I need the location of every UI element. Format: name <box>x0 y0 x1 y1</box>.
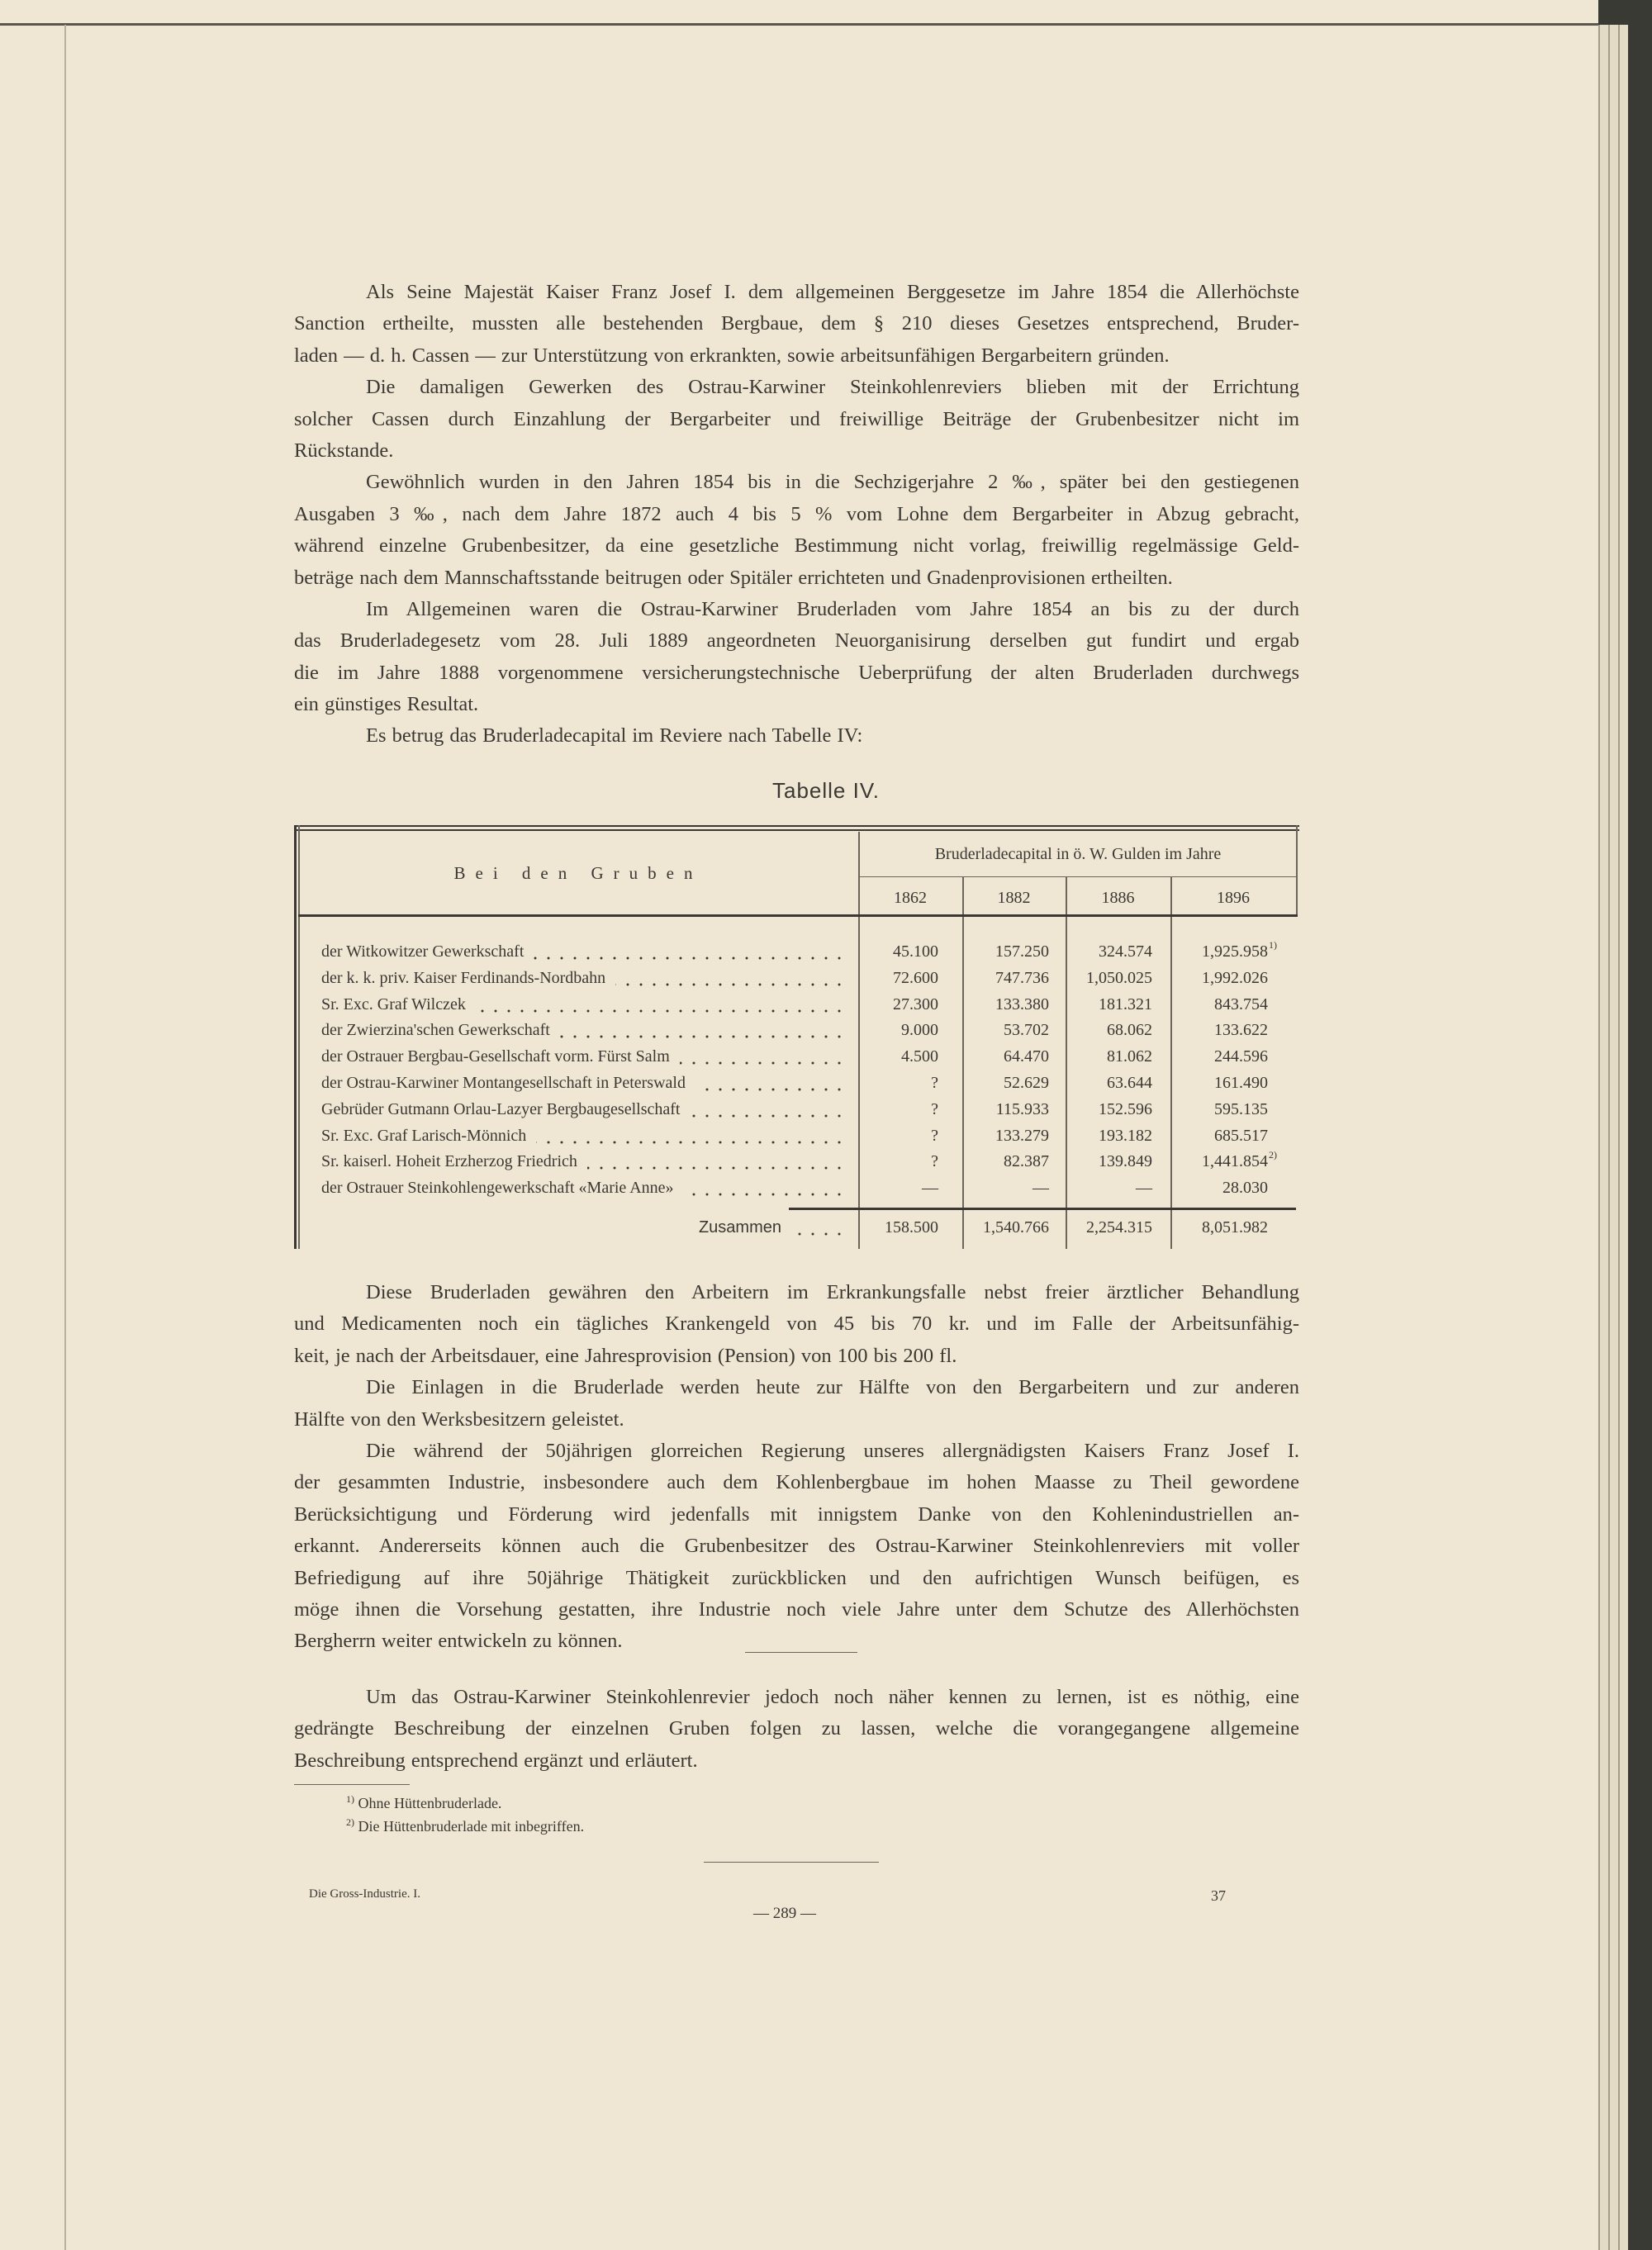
table-rule <box>294 825 1299 827</box>
row-value: 1,441.854 <box>1202 1152 1268 1171</box>
table-rule <box>298 825 300 1249</box>
row-value: 133.380 <box>995 994 1049 1013</box>
text-line: beträge nach dem Mannschaftsstande beitrugen oder Spitäler errichteten und Gnadenprovisionen ertheilten. <box>294 566 1173 589</box>
row-value: 1,050.025 <box>1086 968 1152 987</box>
total-label: Zusammen <box>698 1218 781 1237</box>
row-value: 64.470 <box>1004 1047 1049 1066</box>
row-label: Sr. Exc. Graf Larisch-Mönnich <box>321 1126 527 1145</box>
table-rule <box>294 825 297 1249</box>
sheet-number: 37 <box>1211 1887 1226 1904</box>
row-value: 4.500 <box>901 1047 938 1066</box>
row-value: — <box>922 1179 938 1198</box>
printer-signature: Die Gross-Industrie. I. <box>309 1887 420 1901</box>
row-value: 324.574 <box>1099 942 1152 961</box>
data-table <box>294 825 1299 1249</box>
text-line: Um das Ostrau-Karwiner Steinkohlenrevier jedoch noch näher kennen zu lernen, ist es nöthig, eine <box>366 1686 1299 1708</box>
row-value: 68.062 <box>1107 1021 1152 1040</box>
row-label: der Ostrau-Karwiner Montangesellschaft in Peterswald <box>321 1074 686 1092</box>
footnote-text: Die Hüttenbruderlade mit inbegriffen. <box>358 1818 585 1835</box>
dot-leader <box>536 1141 846 1144</box>
footnote-mark: 1) <box>346 1793 354 1805</box>
text-line: der gesammten Industrie, insbesondere auch dem Kohlenbergbaue im hohen Maasse zu Theil gewordene <box>294 1471 1299 1494</box>
row-value: 28.030 <box>1222 1179 1268 1198</box>
table-rule <box>858 876 1298 877</box>
row-value: ? <box>931 1074 938 1092</box>
table-rule <box>294 829 1299 831</box>
row-value: 193.182 <box>1099 1126 1152 1145</box>
text-line: Die damaligen Gewerken des Ostrau-Karwiner Steinkohlenreviers blieben mit der Errichtung <box>366 376 1299 399</box>
text-line: Befriedigung auf ihre 50jährige Thätigkeit zurückblicken und den aufrichtigen Wunsch beifügen, es <box>294 1566 1299 1589</box>
column-header-mines: Bei den Gruben <box>453 863 703 883</box>
row-value: 843.754 <box>1214 994 1268 1013</box>
row-value: 244.596 <box>1214 1047 1268 1066</box>
row-value: 52.629 <box>1004 1074 1049 1092</box>
dot-leader <box>476 1009 846 1013</box>
total-value: 1,540.766 <box>983 1218 1049 1237</box>
text-line: keit, je nach der Arbeitsdauer, eine Jahresprovision (Pension) von 100 bis 200 fl. <box>294 1344 957 1367</box>
row-label: der Ostrauer Steinkohlengewerkschaft «Marie Anne» <box>321 1179 674 1198</box>
row-value: 63.644 <box>1107 1074 1152 1092</box>
text-line: Hälfte von den Werksbesitzern geleistet. <box>294 1407 624 1431</box>
page-stack-edge <box>1608 25 1618 2250</box>
text-line: laden — d. h. Cassen — zur Unterstützung von erkrankten, sowie arbeitsunfähigen Bergarbeitern gründen. <box>294 344 1170 367</box>
dot-leader <box>684 1193 846 1196</box>
row-label: der Zwierzina'schen Gewerkschaft <box>321 1021 550 1040</box>
table-rule <box>789 1208 1296 1210</box>
page-stack-edge <box>1618 25 1628 2250</box>
row-value: 115.933 <box>995 1099 1049 1118</box>
body-text-bottom <box>294 1277 1299 1658</box>
table-title: Tabelle IV. <box>771 778 881 803</box>
end-rule <box>704 1862 879 1863</box>
row-value: 9.000 <box>901 1021 938 1040</box>
row-value: — <box>1032 1179 1049 1198</box>
text-line: Die während der 50jährigen glorreichen Regierung unseres allergnädigsten Kaisers Franz Josef I. <box>366 1439 1299 1462</box>
footnote-ref: 2) <box>1269 1149 1277 1161</box>
row-label: der k. k. priv. Kaiser Ferdinands-Nordbahn <box>321 968 606 987</box>
total-value: 158.500 <box>885 1218 938 1237</box>
row-label: der Ostrauer Bergbau-Gesellschaft vorm. Fürst Salm <box>321 1047 670 1066</box>
text-line: Ausgaben 3 ‰, nach dem Jahre 1872 auch 4 bis 5 % vom Lohne dem Bergarbeiter in Abzug gebracht, <box>294 502 1299 525</box>
dot-leader <box>695 1088 846 1091</box>
row-value: — <box>1136 1179 1152 1198</box>
section-rule <box>745 1652 857 1653</box>
footnote-mark: 2) <box>346 1816 354 1828</box>
text-line: das Bruderladegesetz vom 28. Juli 1889 angeordneten Neuorganisirung derselben gut fundirt und ergab <box>294 629 1299 653</box>
row-value: 133.279 <box>995 1126 1049 1145</box>
row-value: 72.600 <box>893 968 938 987</box>
row-value: ? <box>931 1126 938 1145</box>
dot-leader <box>534 956 846 960</box>
page-top-edge <box>0 23 1598 26</box>
row-value: 181.321 <box>1099 994 1152 1013</box>
footnote-text: Ohne Hüttenbruderlade. <box>358 1795 502 1811</box>
row-value: 161.490 <box>1214 1074 1268 1092</box>
text-line: Gewöhnlich wurden in den Jahren 1854 bis in die Sechzigerjahre 2 ‰, später bei den gestiegenen <box>366 471 1299 494</box>
year-header: 1862 <box>894 889 927 907</box>
text-line: Als Seine Majestät Kaiser Franz Josef I. dem allgemeinen Berggesetze im Jahre 1854 die Allerhöchste <box>366 281 1299 303</box>
row-value: 1,925.958 <box>1202 942 1268 961</box>
row-value: ? <box>931 1099 938 1118</box>
text-line: solcher Cassen durch Einzahlung der Bergarbeiter und freiwillige Beiträge der Grubenbesitzer nicht im <box>294 407 1299 430</box>
text-line: Berücksichtigung und Förderung wird jedenfalls mit innigstem Danke von den Kohlenindustriellen an- <box>294 1502 1299 1526</box>
row-value: 747.736 <box>995 968 1049 987</box>
year-header: 1886 <box>1101 889 1135 907</box>
text-line: Es betrug das Bruderladecapital im Reviere nach Tabelle IV: <box>366 724 863 748</box>
dot-leader <box>560 1035 846 1038</box>
body-text-top <box>294 277 1299 752</box>
dot-leader <box>615 983 846 986</box>
text-line: während einzelne Grubenbesitzer, da eine gesetzliche Bestimmung nicht vorlag, freiwillig regelmässige Geld- <box>294 534 1299 558</box>
footnote-rule <box>294 1784 410 1785</box>
text-line: Bergherrn weiter entwickeln zu können. <box>294 1630 623 1653</box>
year-header: 1896 <box>1217 889 1250 907</box>
dot-leader <box>690 1114 846 1118</box>
footnote-2 <box>346 1816 584 1835</box>
table-rule <box>1296 825 1298 915</box>
text-line: möge ihnen die Vorsehung gestatten, ihre Industrie noch viele Jahre unter dem Schutze des Allerhöchsten <box>294 1597 1299 1621</box>
page-number: — 289 — <box>753 1905 816 1922</box>
row-label: Gebrüder Gutmann Orlau-Lazyer Bergbaugesellschaft <box>321 1099 681 1118</box>
text-line: die im Jahre 1888 vorgenommene versicherungstechnische Ueberprüfung der alten Bruderladen durchwegs <box>294 661 1299 684</box>
row-value: 27.300 <box>893 994 938 1013</box>
row-label: Sr. Exc. Graf Wilczek <box>321 994 466 1013</box>
total-value: 8,051.982 <box>1202 1218 1268 1237</box>
text-line: Sanction ertheilte, mussten alle bestehenden Bergbaue, dem § 210 dieses Gesetzes entsprechend, Bruder- <box>294 312 1299 335</box>
text-line: Beschreibung entsprechend ergänzt und erläutert. <box>294 1749 698 1772</box>
row-value: 139.849 <box>1099 1152 1152 1171</box>
text-line: ein günstiges Resultat. <box>294 693 479 716</box>
row-value: 133.622 <box>1214 1021 1268 1040</box>
row-value: 81.062 <box>1107 1047 1152 1066</box>
footnote-1 <box>346 1793 501 1812</box>
row-value: 595.135 <box>1214 1099 1268 1118</box>
row-value: 1,992.026 <box>1202 968 1268 987</box>
row-value: 157.250 <box>995 942 1049 961</box>
row-value: ? <box>931 1152 938 1171</box>
body-text-final <box>294 1682 1299 1777</box>
row-value: 45.100 <box>893 942 938 961</box>
total-value: 2,254.315 <box>1086 1218 1152 1237</box>
text-line: gedrängte Beschreibung der einzelnen Gruben folgen zu lassen, welche die vorangegangene allgemeine <box>294 1717 1299 1740</box>
year-header: 1882 <box>997 889 1031 907</box>
text-line: Die Einlagen in die Bruderlade werden heute zur Hälfte von den Bergarbeitern und zur anderen <box>366 1376 1299 1399</box>
dot-leader <box>587 1166 846 1170</box>
row-value: 152.596 <box>1099 1099 1152 1118</box>
text-line: Im Allgemeinen waren die Ostrau-Karwiner Bruderladen vom Jahre 1854 an bis zu der durch <box>366 597 1299 620</box>
row-value: 685.517 <box>1214 1126 1268 1145</box>
text-line: erkannt. Andererseits können auch die Grubenbesitzer des Ostrau-Karwiner Steinkohlenreviers mit voller <box>294 1535 1299 1558</box>
row-label: Sr. kaiserl. Hoheit Erzherzog Friedrich <box>321 1152 577 1171</box>
page-stack-edge <box>1598 25 1608 2250</box>
row-value: 82.387 <box>1004 1152 1049 1171</box>
table-rule <box>298 914 1298 917</box>
text-line: und Medicamenten noch ein tägliches Krankengeld von 45 bis 70 kr. und im Falle der Arbeitsunfähig- <box>294 1312 1299 1336</box>
row-value: 53.702 <box>1004 1021 1049 1040</box>
column-group-header: Bruderladecapital in ö. W. Gulden im Jahre <box>934 845 1222 863</box>
footnote-ref: 1) <box>1269 939 1277 951</box>
text-line: Rückstande. <box>294 439 394 462</box>
text-line: Diese Bruderladen gewähren den Arbeitern im Erkrankungsfalle nebst freier ärztlicher Behandlung <box>366 1281 1299 1303</box>
dot-leader <box>680 1061 846 1065</box>
row-label: der Witkowitzer Gewerkschaft <box>321 942 525 961</box>
